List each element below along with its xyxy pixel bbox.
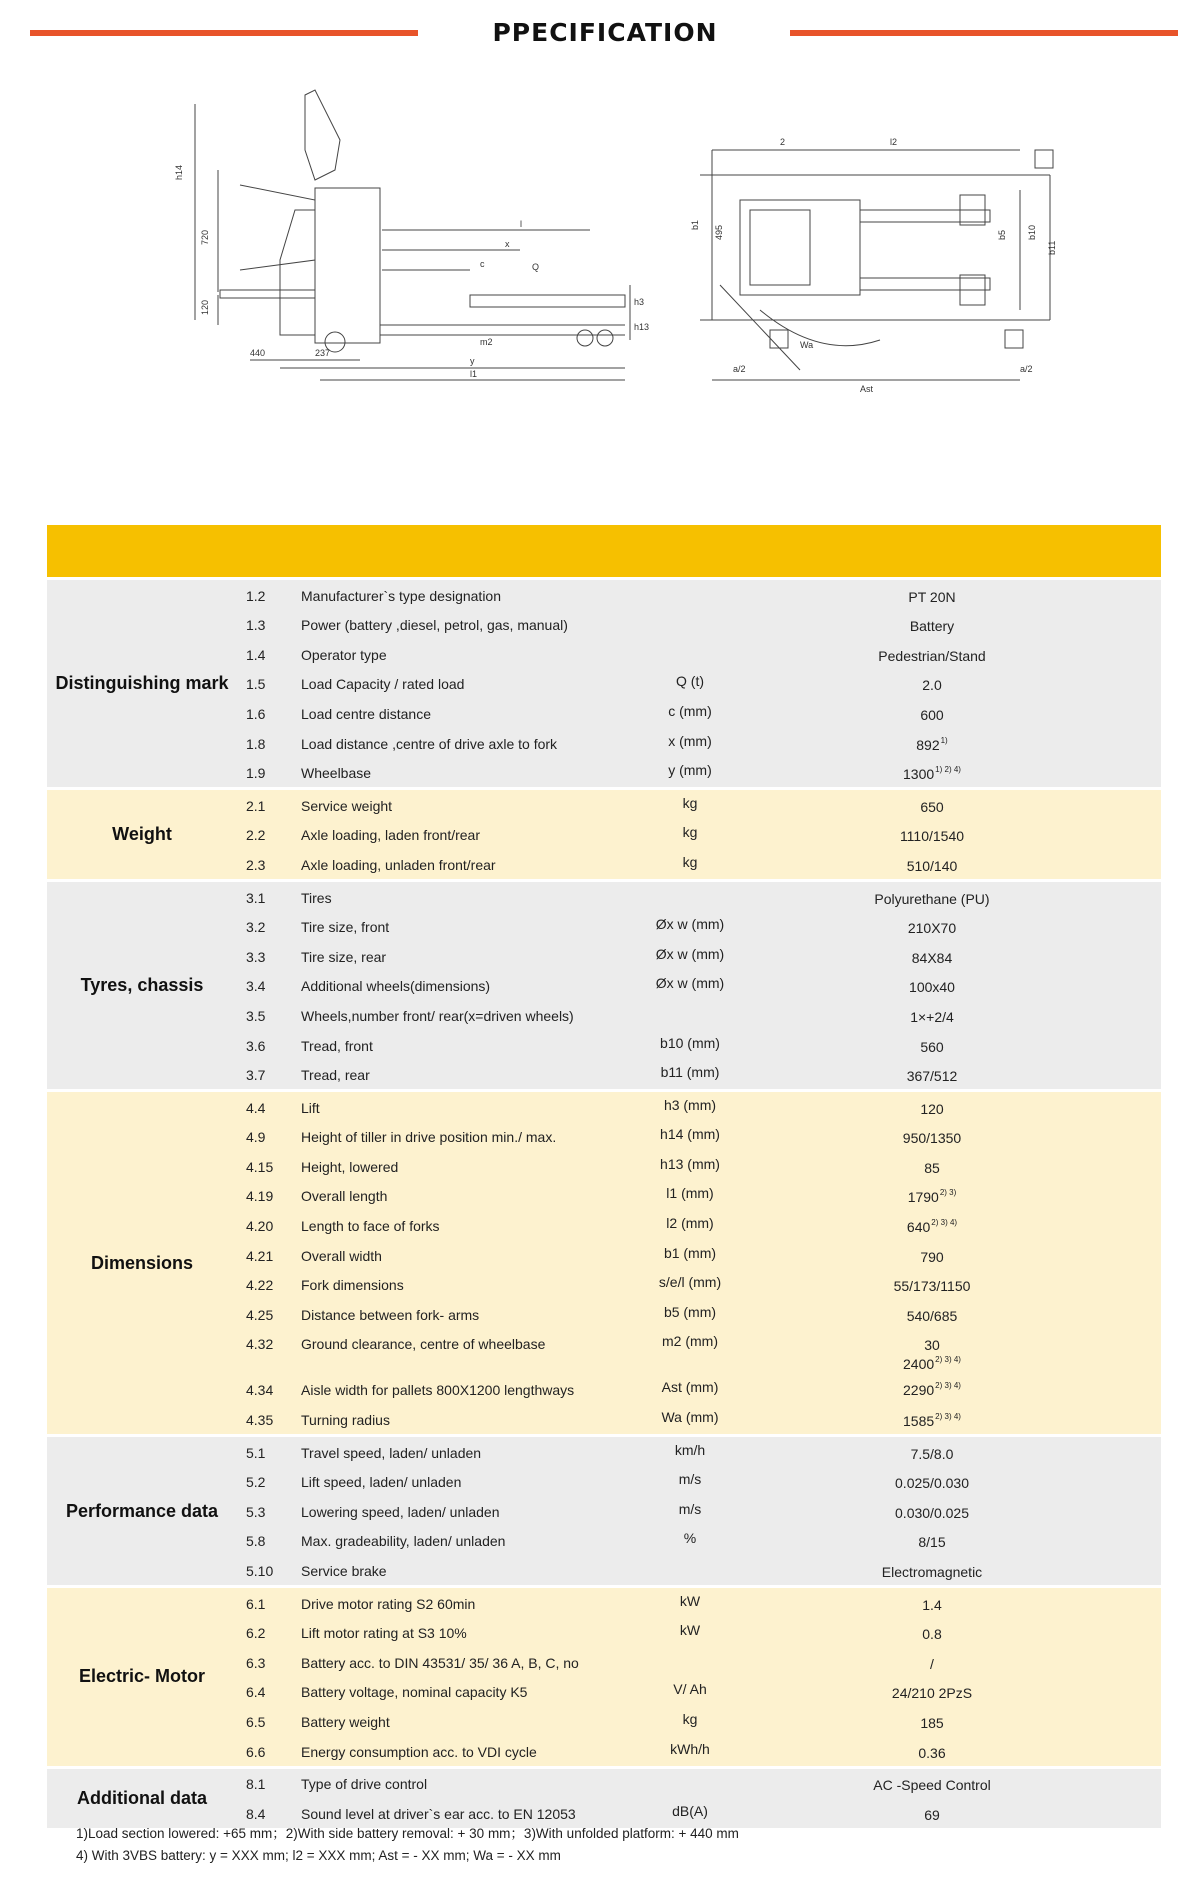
- row-value: [817, 1249, 1047, 1265]
- row-value: [817, 765, 1047, 782]
- row-unit: b11 (mm): [660, 1064, 720, 1081]
- spec-row: [47, 1555, 1161, 1585]
- row-description: Tire size, front: [301, 919, 390, 936]
- value-footnote-ref: 2) 3) 4): [935, 1355, 961, 1365]
- row-value: [817, 920, 1047, 936]
- row-number: 2.1: [246, 797, 266, 814]
- svg-text:y: y: [470, 356, 475, 366]
- spec-group: [47, 1089, 1161, 1434]
- row-value: [817, 1685, 1047, 1701]
- row-unit: kg: [682, 824, 698, 841]
- spec-row: [47, 1270, 1161, 1300]
- spec-row: [47, 1677, 1161, 1707]
- value-text: 1×+2/4: [910, 1008, 954, 1025]
- svg-text:x: x: [505, 239, 510, 249]
- top-view-drawing: [700, 150, 1053, 380]
- value-footnote-ref: 2) 3) 4): [931, 1218, 958, 1228]
- row-description: Additional wheels(dimensions): [301, 978, 491, 995]
- row-unit: b5 (mm): [663, 1303, 717, 1320]
- row-number: 3.1: [246, 889, 266, 906]
- row-description: Overall width: [301, 1247, 382, 1264]
- row-value: [817, 1807, 1047, 1823]
- spec-row: [47, 669, 1161, 699]
- row-value: [817, 1160, 1047, 1176]
- row-description: Lift: [301, 1099, 320, 1116]
- value-text: 0.025/0.030: [895, 1475, 969, 1492]
- row-description: Axle loading, unladen front/rear: [301, 856, 496, 873]
- page-title: PPECIFICATION: [492, 18, 718, 47]
- spec-row: [47, 971, 1161, 1001]
- group-label: Dimensions: [90, 1252, 194, 1273]
- row-unit: x (mm): [668, 732, 712, 749]
- spec-row: [47, 820, 1161, 850]
- value-text: Electromagnetic: [881, 1564, 983, 1580]
- row-unit: m/s: [678, 1500, 702, 1517]
- row-value: [817, 1039, 1047, 1055]
- row-unit: kg: [682, 794, 698, 811]
- row-description: Height, lowered: [301, 1158, 399, 1175]
- row-number: 5.8: [246, 1533, 266, 1550]
- row-unit: h14 (mm): [660, 1126, 720, 1143]
- row-description: Load distance ,centre of drive axle to fork: [301, 735, 558, 752]
- row-description: Wheels,number front/ rear(x=driven wheels): [301, 1007, 574, 1024]
- row-number: 3.4: [246, 978, 266, 995]
- row-description: Turning radius: [301, 1412, 390, 1429]
- row-value: [817, 799, 1047, 815]
- value-text: 2400: [903, 1356, 935, 1373]
- row-value: [817, 1597, 1047, 1613]
- row-unit: dB(A): [672, 1802, 708, 1819]
- row-description: Ground clearance, centre of wheelbase: [301, 1336, 546, 1353]
- table-body: [47, 577, 1161, 1828]
- row-description: Height of tiller in drive position min./ max.: [301, 1129, 557, 1146]
- row-description: Power (battery ,diesel, petrol, gas, manual): [301, 617, 568, 634]
- row-description: Operator type: [301, 646, 387, 663]
- svg-text:l1: l1: [470, 369, 478, 379]
- row-description: Wheelbase: [301, 765, 372, 782]
- spec-row: [47, 1618, 1161, 1648]
- spec-row: [47, 1706, 1161, 1736]
- spec-row: [47, 1000, 1161, 1030]
- row-value: [817, 677, 1047, 693]
- row-description: Fork dimensions: [301, 1277, 404, 1294]
- row-number: 6.5: [246, 1713, 266, 1730]
- row-unit: Øx w (mm): [655, 916, 725, 933]
- svg-text:b11: b11: [1047, 240, 1057, 255]
- row-value: [817, 1412, 1047, 1429]
- svg-text:h3: h3: [634, 297, 645, 307]
- row-description: Type of drive control: [301, 1776, 428, 1793]
- row-description: Lift motor rating at S3 10%: [301, 1625, 467, 1642]
- row-description: Tires: [301, 889, 332, 906]
- spec-row: [47, 941, 1161, 971]
- row-unit: kW: [679, 1622, 701, 1639]
- row-unit: %: [683, 1530, 697, 1547]
- spec-row: [47, 882, 1161, 912]
- row-unit: s/e/l (mm): [658, 1274, 722, 1291]
- svg-text:l2: l2: [890, 137, 898, 147]
- value-text: 650: [920, 798, 944, 815]
- row-value: [817, 1101, 1047, 1117]
- row-unit: Øx w (mm): [655, 975, 725, 992]
- row-unit: b1 (mm): [663, 1244, 717, 1261]
- row-number: 2.2: [246, 827, 266, 844]
- technical-drawing: [100, 80, 1100, 420]
- svg-text:a/2: a/2: [733, 364, 746, 374]
- svg-text:c: c: [480, 259, 485, 269]
- svg-text:2: 2: [780, 137, 786, 147]
- row-value: [817, 1278, 1047, 1294]
- row-value: [817, 891, 1047, 907]
- row-number: 5.1: [246, 1444, 266, 1461]
- spec-row: [47, 1355, 1161, 1404]
- row-number: 1.5: [246, 676, 266, 693]
- row-unit: c (mm): [668, 702, 712, 719]
- value-footnote-ref: 2) 3): [939, 1188, 957, 1198]
- row-value: [817, 736, 1047, 753]
- row-value: [817, 589, 1047, 605]
- row-number: 1.3: [246, 617, 266, 634]
- spec-row: [47, 1647, 1161, 1677]
- row-number: 6.2: [246, 1625, 266, 1642]
- row-number: 3.7: [246, 1067, 266, 1084]
- page-header: [0, 0, 1200, 70]
- header-rule-right: [790, 30, 1178, 36]
- svg-text:120: 120: [200, 299, 210, 315]
- row-value: [817, 618, 1047, 634]
- value-text: 100x40: [909, 979, 955, 996]
- drawing-svg: [100, 80, 1100, 420]
- row-description: Distance between fork- arms: [301, 1306, 480, 1323]
- spec-row: [47, 912, 1161, 942]
- value-text: 85: [924, 1159, 940, 1176]
- spec-row: [47, 1299, 1161, 1329]
- value-text: Battery: [909, 618, 955, 635]
- group-label: Tyres, chassis: [80, 975, 204, 996]
- row-description: Drive motor rating S2 60min: [301, 1595, 476, 1612]
- row-unit: kW: [679, 1592, 701, 1609]
- row-unit: Øx w (mm): [655, 945, 725, 962]
- svg-text:b10: b10: [1027, 224, 1037, 240]
- row-number: 2.3: [246, 856, 266, 873]
- value-text: 24/210 2PzS: [891, 1685, 973, 1702]
- svg-text:a/2: a/2: [1020, 364, 1033, 374]
- spec-row: [47, 1769, 1161, 1799]
- group-label: Electric- Motor: [78, 1666, 206, 1687]
- row-number: 5.3: [246, 1503, 266, 1520]
- row-description: Lowering speed, laden/ unladen: [301, 1503, 500, 1520]
- footnote-line: 4) With 3VBS battery: y = XXX mm; l2 = XXX mm; Ast = - XX mm; Wa = - XX mm: [76, 1848, 561, 1863]
- row-description: Tread, rear: [301, 1067, 370, 1084]
- row-number: 4.15: [246, 1158, 274, 1175]
- value-text: 7.5/8.0: [910, 1445, 954, 1462]
- spec-row: [47, 1467, 1161, 1497]
- row-number: 1.2: [246, 587, 266, 604]
- row-number: 4.4: [246, 1099, 266, 1116]
- spec-row: [47, 1151, 1161, 1181]
- row-unit: Wa (mm): [661, 1409, 719, 1426]
- row-unit: l2 (mm): [666, 1215, 714, 1232]
- spec-row: [47, 1496, 1161, 1526]
- value-text: 367/512: [906, 1068, 958, 1085]
- row-description: Manufacturer`s type designation: [301, 587, 501, 604]
- value-text: 540/685: [906, 1307, 958, 1324]
- row-value: [817, 707, 1047, 723]
- svg-text:h13: h13: [634, 322, 650, 332]
- spec-group: [47, 577, 1161, 787]
- row-value: [817, 950, 1047, 966]
- value-text: 8/15: [918, 1534, 946, 1551]
- spec-row: [47, 639, 1161, 669]
- spec-row: [47, 1736, 1161, 1766]
- spec-row: [47, 1404, 1161, 1434]
- row-number: 4.19: [246, 1188, 274, 1205]
- value-text: 69: [924, 1806, 940, 1823]
- header-rule-left: [30, 30, 418, 36]
- row-number: 8.4: [246, 1805, 266, 1822]
- value-text: AC -Speed Control: [873, 1777, 991, 1794]
- row-value: [817, 1715, 1047, 1731]
- row-number: 4.9: [246, 1129, 266, 1146]
- row-number: 3.2: [246, 919, 266, 936]
- group-label: Performance data: [65, 1500, 219, 1521]
- svg-text:720: 720: [200, 229, 210, 245]
- value-text: 892: [916, 736, 940, 753]
- row-value: [817, 1564, 1047, 1580]
- group-label: Distinguishing mark: [55, 673, 229, 694]
- value-footnote-ref: 1) 2) 4): [935, 765, 961, 775]
- spec-group: [47, 1766, 1161, 1828]
- row-number: 5.2: [246, 1474, 266, 1491]
- value-text: 0.8: [922, 1626, 942, 1643]
- side-view-labels: [174, 165, 649, 379]
- spec-row: [47, 1122, 1161, 1152]
- row-unit: m/s: [678, 1471, 702, 1488]
- row-number: 1.6: [246, 705, 266, 722]
- row-description: Load centre distance: [301, 705, 431, 722]
- row-description: Battery weight: [301, 1713, 390, 1730]
- row-value: [817, 1505, 1047, 1521]
- row-number: 6.4: [246, 1684, 266, 1701]
- value-text: 120: [920, 1100, 944, 1117]
- row-unit: h13 (mm): [660, 1155, 720, 1172]
- value-text: 1110/1540: [899, 828, 965, 845]
- footnote-line: 1)Load section lowered: +65 mm；2)With side battery removal: + 30 mm；3)With unfolded platform: + 440 mm: [76, 1826, 739, 1841]
- group-label: Additional data: [77, 1787, 207, 1808]
- row-description: Battery voltage, nominal capacity K5: [301, 1684, 528, 1701]
- value-text: 0.030/0.025: [895, 1504, 969, 1521]
- spec-row: [47, 580, 1161, 610]
- row-description: Energy consumption acc. to VDI cycle: [301, 1743, 537, 1760]
- top-view-labels: [690, 137, 1057, 394]
- row-number: 6.3: [246, 1654, 266, 1671]
- value-text: 185: [920, 1714, 944, 1731]
- row-unit: Ast (mm): [661, 1379, 719, 1396]
- svg-text:Wa: Wa: [800, 340, 814, 350]
- spec-row: [47, 1210, 1161, 1240]
- row-number: 1.9: [246, 765, 266, 782]
- row-value: [817, 979, 1047, 995]
- row-number: 4.35: [246, 1412, 274, 1429]
- spec-row: [47, 1092, 1161, 1122]
- side-view-drawing: [195, 90, 630, 380]
- row-value: [817, 1777, 1047, 1793]
- row-description: Tread, front: [301, 1037, 373, 1054]
- row-number: 4.21: [246, 1247, 274, 1264]
- value-text: 1585: [903, 1413, 935, 1430]
- row-unit: km/h: [674, 1441, 706, 1458]
- row-number: 3.5: [246, 1007, 266, 1024]
- row-value: [817, 1068, 1047, 1084]
- spec-row: [47, 1526, 1161, 1556]
- row-description: Lift speed, laden/ unladen: [301, 1474, 462, 1491]
- row-value: [817, 1218, 1047, 1235]
- row-value: [817, 1130, 1047, 1146]
- value-text: PT 20N: [908, 588, 956, 605]
- spec-row: [47, 849, 1161, 879]
- row-unit: kg: [682, 853, 698, 870]
- row-value: [817, 1188, 1047, 1205]
- svg-text:b5: b5: [997, 229, 1007, 240]
- row-unit: Q (t): [676, 673, 704, 690]
- row-unit: y (mm): [668, 762, 712, 779]
- row-value: [817, 1349, 1047, 1401]
- row-description: Tire size, rear: [301, 948, 387, 965]
- row-description: Sound level at driver`s ear acc. to EN 12053: [301, 1805, 576, 1822]
- row-number: 4.22: [246, 1277, 274, 1294]
- row-value: [817, 1446, 1047, 1462]
- row-description: Service weight: [301, 797, 393, 814]
- spec-row: [47, 790, 1161, 820]
- row-unit: h3 (mm): [663, 1096, 717, 1113]
- value-text: 600: [920, 706, 944, 723]
- spec-row: [47, 758, 1161, 788]
- row-description: Travel speed, laden/ unladen: [301, 1444, 482, 1461]
- row-value: [817, 1656, 1047, 1672]
- value-text: 30: [924, 1337, 940, 1354]
- value-footnote-ref: 2) 3) 4): [935, 1412, 961, 1422]
- row-number: 4.20: [246, 1218, 274, 1235]
- svg-text:l: l: [520, 219, 522, 229]
- svg-text:m2: m2: [480, 337, 493, 347]
- spec-row: [47, 698, 1161, 728]
- spec-row: [47, 610, 1161, 640]
- row-value: [817, 858, 1047, 874]
- row-unit: m2 (mm): [662, 1333, 718, 1350]
- row-number: 4.32: [246, 1336, 274, 1353]
- row-value: [817, 1475, 1047, 1491]
- spec-group: [47, 879, 1161, 1089]
- value-text: 210X70: [907, 920, 957, 937]
- row-number: 6.6: [246, 1743, 266, 1760]
- specification-table: [47, 525, 1161, 1828]
- value-text: /: [930, 1655, 934, 1672]
- row-number: 8.1: [246, 1776, 266, 1793]
- group-label: Weight: [112, 824, 172, 845]
- row-number: 3.3: [246, 948, 266, 965]
- svg-text:Ast: Ast: [860, 384, 874, 394]
- spec-group: [47, 787, 1161, 879]
- value-text: 55/173/1150: [893, 1278, 971, 1295]
- row-unit: kWh/h: [670, 1740, 710, 1757]
- value-text: 2.0: [922, 677, 942, 694]
- table-header-bar: [47, 525, 1161, 577]
- row-description: Overall length: [301, 1188, 388, 1205]
- spec-row: [47, 728, 1161, 758]
- row-value: [817, 1626, 1047, 1642]
- row-description: Service brake: [301, 1563, 387, 1579]
- spec-group: [47, 1585, 1161, 1766]
- row-unit: V/ Ah: [673, 1681, 707, 1698]
- row-description: Load Capacity / rated load: [301, 676, 465, 693]
- value-text: 950/1350: [902, 1130, 962, 1147]
- row-description: Aisle width for pallets 800X1200 lengthways: [301, 1382, 575, 1399]
- footnotes: [76, 1823, 739, 1867]
- row-description: Max. gradeability, laden/ unladen: [301, 1533, 506, 1550]
- row-value: [817, 1745, 1047, 1761]
- row-number: 3.6: [246, 1037, 266, 1054]
- value-text: 640: [906, 1219, 931, 1236]
- row-value: [817, 1009, 1047, 1025]
- row-description: Battery acc. to DIN 43531/ 35/ 36 A, B, C, no: [301, 1654, 579, 1671]
- row-number: 1.8: [246, 735, 266, 752]
- row-number: 4.25: [246, 1306, 274, 1323]
- value-text: 1790: [907, 1189, 939, 1206]
- value-text: Polyurethane (PU): [874, 890, 990, 907]
- row-number: 5.10: [246, 1563, 274, 1579]
- spec-row: [47, 1240, 1161, 1270]
- value-text: 790: [920, 1248, 944, 1265]
- value-text: 1300: [903, 766, 935, 783]
- row-number: 4.34: [246, 1382, 274, 1399]
- spec-row: [47, 1588, 1161, 1618]
- svg-text:237: 237: [315, 348, 331, 358]
- value-text: 0.36: [918, 1744, 946, 1761]
- row-number: 6.1: [246, 1595, 266, 1612]
- row-value: [817, 1534, 1047, 1550]
- value-footnote-ref: 2) 3) 4): [935, 1381, 961, 1391]
- svg-text:Q: Q: [532, 262, 540, 272]
- spec-row: [47, 1181, 1161, 1211]
- row-description: Axle loading, laden front/rear: [301, 827, 480, 844]
- row-unit: kg: [682, 1710, 698, 1727]
- svg-text:h14: h14: [174, 164, 184, 180]
- svg-text:495: 495: [714, 224, 724, 240]
- value-text: 560: [920, 1038, 944, 1055]
- spec-row: [47, 1060, 1161, 1090]
- svg-text:440: 440: [250, 348, 266, 358]
- value-text: 1.4: [922, 1596, 942, 1613]
- svg-text:b1: b1: [690, 219, 700, 230]
- row-number: 1.4: [246, 646, 266, 663]
- row-value: [817, 828, 1047, 844]
- spec-group: [47, 1434, 1161, 1585]
- value-text: Pedestrian/Stand: [878, 647, 986, 664]
- value-text: 2290: [903, 1382, 935, 1399]
- row-unit: l1 (mm): [666, 1185, 714, 1202]
- spec-row: [47, 1437, 1161, 1467]
- value-text: 84X84: [911, 949, 953, 966]
- value-footnote-ref: 1): [940, 735, 948, 745]
- row-unit: b10 (mm): [660, 1034, 720, 1051]
- row-value: [817, 1308, 1047, 1324]
- value-text: 510/140: [906, 857, 958, 874]
- row-description: Length to face of forks: [301, 1218, 440, 1235]
- row-value: [817, 648, 1047, 664]
- spec-row: [47, 1030, 1161, 1060]
